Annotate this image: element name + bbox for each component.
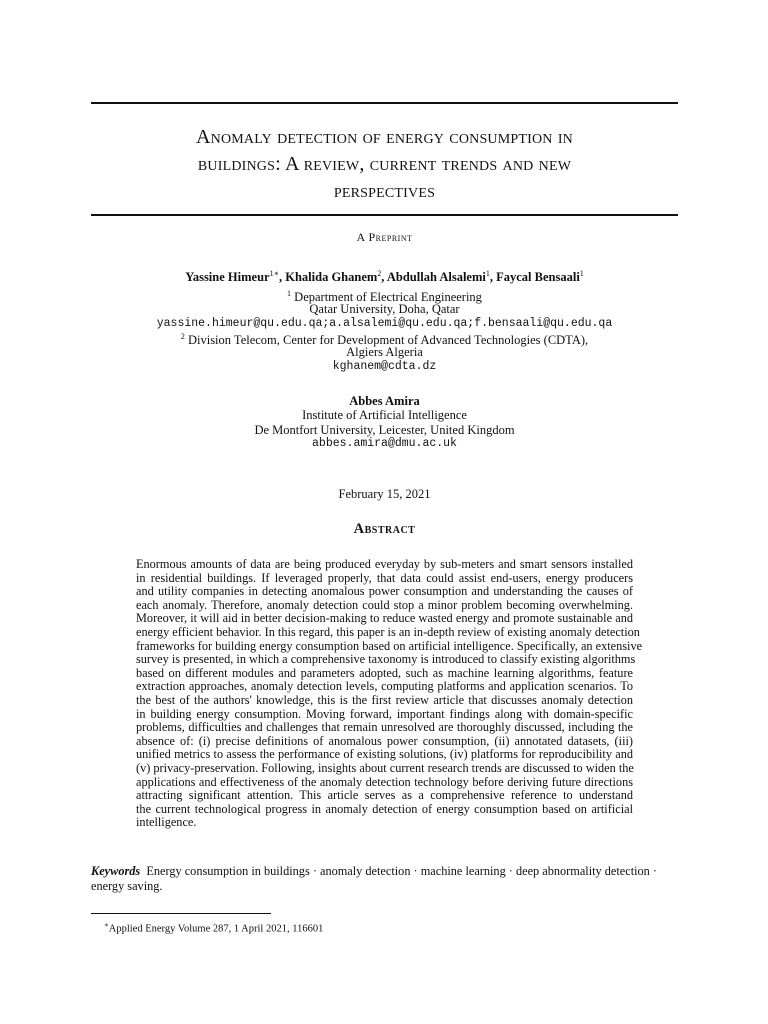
- affil-dept-text: Division Telecom, Center for Development of Advanced Technologies (CDTA),: [187, 333, 589, 348]
- author-name: Yassine Himeur: [185, 270, 270, 285]
- author-name: Abdullah Alsalemi: [386, 270, 486, 285]
- author-2-institute: Institute of Artificial Intelligence: [302, 408, 467, 422]
- abstract-line: intelligence.: [136, 815, 197, 830]
- abstract-line: Moreover, it will aid in better decision-making to reduce wasted energy and promote sustainable and: [136, 611, 633, 626]
- keywords-line: [91, 864, 681, 879]
- affiliation-1-emails[interactable]: yassine.himeur@qu.edu.qa;a.alsalemi@qu.edu.qa;f.bensaali@qu.edu.qa: [156, 317, 613, 330]
- affil-dept-text: Department of Electrical Engineering: [294, 290, 482, 305]
- abstract-line: energy efficient behavior. In this regard, this paper is an in-depth review of existing anomaly detection: [136, 624, 640, 639]
- abstract-line: and utility companies in detecting anomalous power consumption and understanding the causes of: [136, 584, 633, 599]
- abstract-line: unified metrics to assess the performance of existing solutions, (iv) platforms for reproducibility and: [136, 747, 633, 762]
- affil-number: 1: [287, 289, 292, 298]
- affiliation-2-place: Algiers Algeria: [346, 345, 423, 359]
- abstract-line: Enormous amounts of data are being produced everyday by sub-meters and smart sensors installed: [136, 557, 633, 571]
- author-name: Khalida Ghanem: [285, 270, 378, 285]
- paper-date: February 15, 2021: [338, 487, 431, 501]
- author-2-name: Abbes Amira: [349, 394, 420, 408]
- abstract-line: survey is presented, in which a comprehensive taxonomy is introduced to classify existing algorithms: [136, 652, 636, 667]
- preprint-label: A Preprint: [356, 230, 413, 244]
- title-line: buildings: A review, current trends and new: [197, 153, 572, 175]
- paper-title: [91, 124, 678, 205]
- affiliation-2-email[interactable]: kghanem@cdta.dz: [332, 360, 437, 373]
- abstract-heading: Abstract: [353, 521, 416, 537]
- abstract-line: the current technological progress in anomaly detection of energy consumption based on artificial: [136, 801, 633, 816]
- author-separator: ,: [279, 270, 286, 285]
- abstract-line: applications and effectiveness of the anomaly detection technology before deriving future directions: [136, 774, 633, 789]
- author-name: Faycal Bensaali: [496, 270, 580, 285]
- author-list: [91, 269, 678, 285]
- abstract-body: [136, 557, 643, 830]
- title-line: perspectives: [333, 180, 436, 202]
- author-affil-mark: 1: [579, 269, 584, 278]
- author-2-place: De Montfort University, Leicester, United Kingdom: [254, 423, 515, 437]
- abstract-line: in building energy consumption. Moving forward, important findings along with domain-specific: [136, 706, 633, 721]
- author-separator: ,: [489, 270, 497, 285]
- abstract-line: the best of the authors' knowledge, this is the first review article that discusses anomaly detection: [136, 692, 633, 707]
- keywords-text: Energy consumption in buildings · anomaly detection · machine learning · deep abnormality detection ·: [146, 864, 657, 878]
- abstract-line: each anomaly. Therefore, anomaly detection could stop a minor problem becoming overwhelming.: [136, 597, 633, 612]
- abstract-line: problems, difficulties and challenges that remain unresolved are thoroughly discussed, including the: [136, 720, 633, 735]
- abstract-line: frameworks for building energy consumption based on artificial intelligence. Specifically, an extensive: [136, 638, 643, 653]
- abstract-line: (v) privacy-preservation. Following, insights about current research trends are discussed to widen the: [136, 760, 634, 775]
- author-separator: ,: [381, 270, 387, 285]
- affiliation-1-place: Qatar University, Doha, Qatar: [309, 302, 460, 316]
- keywords-line: energy saving.: [91, 878, 163, 893]
- abstract-line: in residential buildings. If leveraged properly, that data could assist end-users, energy producers: [136, 570, 633, 585]
- author-affil-mark: 1: [485, 269, 490, 278]
- abstract-line: based on different modules and parameters adopted, such as machine learning algorithms, feature: [136, 665, 633, 680]
- abstract-line: extraction approaches, anomaly detection levels, computing platforms and application scenarios. To: [136, 679, 633, 694]
- keywords-label: Keywords: [91, 864, 141, 878]
- abstract-line: attracting significant attention. This article serves as a comprehensive reference to understand: [136, 788, 633, 803]
- corresponding-mark: ∗: [273, 269, 279, 278]
- keywords-block: [91, 864, 681, 893]
- title-line: Anomaly detection of energy consumption in: [196, 126, 573, 148]
- title-top-rule: [91, 102, 678, 104]
- title-bottom-rule: [91, 214, 678, 216]
- author-affil-mark: 1: [269, 269, 274, 278]
- footnote-rule: [91, 913, 271, 914]
- author-2-email[interactable]: abbes.amira@dmu.ac.uk: [312, 437, 457, 450]
- author-affil-mark: 2: [377, 269, 382, 278]
- footnote-text: Applied Energy Volume 287, 1 April 2021, 116601: [108, 923, 324, 935]
- abstract-line: absence of: (i) precise definitions of anomalous power consumption, (ii) annotated datasets, (iii): [136, 733, 633, 748]
- footnote: [104, 921, 323, 935]
- affil-number: 2: [180, 332, 185, 341]
- footnote-mark: ∗: [104, 921, 109, 929]
